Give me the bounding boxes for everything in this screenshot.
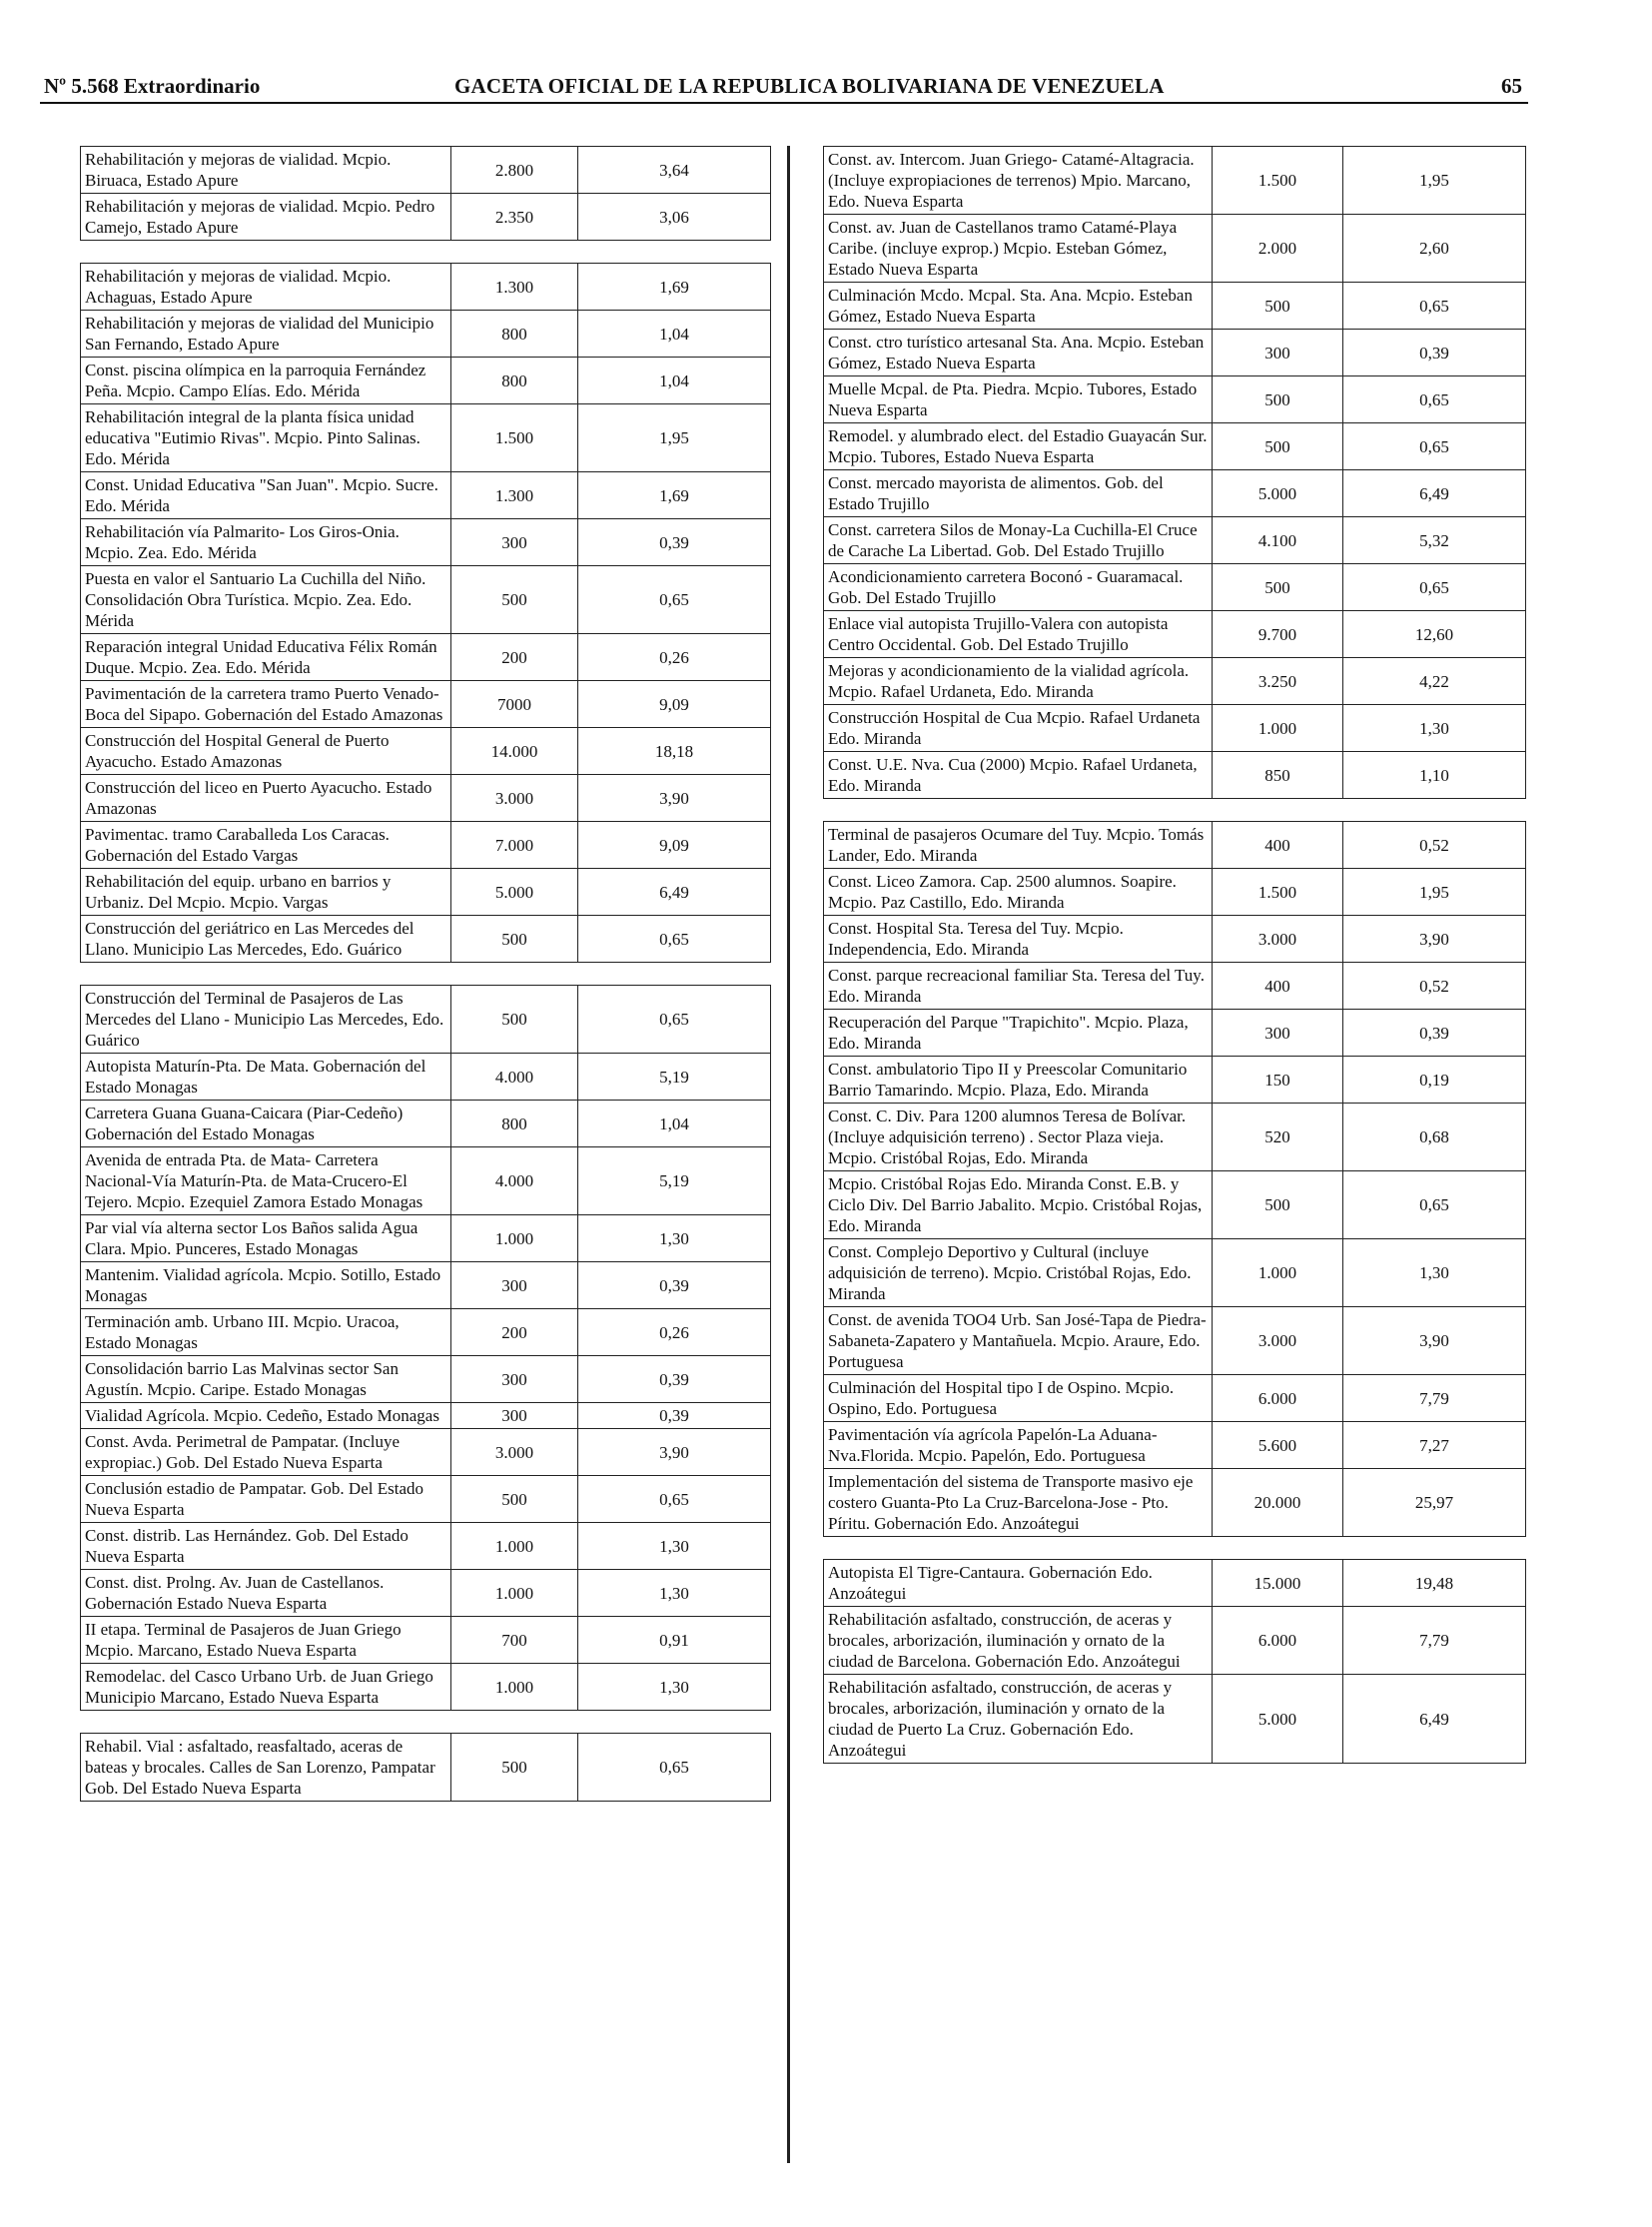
percentage-cell: 1,30	[578, 1215, 771, 1262]
table-row	[81, 1054, 771, 1101]
project-description: Rehabilitación y mejoras de vialidad. Mcpio. Biruaca, Estado Apure	[81, 147, 451, 194]
percentage-cell: 0,65	[578, 566, 771, 634]
percentage-cell: 1,95	[1343, 869, 1526, 916]
amount-cell: 9.700	[1213, 611, 1343, 658]
amount-cell: 500	[1213, 283, 1343, 330]
percentage-cell: 6,49	[578, 869, 771, 916]
amount-cell: 500	[451, 1734, 578, 1802]
percentage-cell: 3,64	[578, 147, 771, 194]
percentage-cell: 3,90	[578, 1429, 771, 1476]
amount-cell: 4.000	[451, 1147, 578, 1215]
percentage-cell: 2,60	[1343, 215, 1526, 283]
table-row	[824, 283, 1526, 330]
percentage-cell: 1,30	[578, 1664, 771, 1711]
table-row	[824, 1422, 1526, 1469]
project-description: Carretera Guana Guana-Caicara (Piar-Cedeño) Gobernación del Estado Monagas	[81, 1101, 451, 1147]
table-row	[824, 1307, 1526, 1375]
amount-cell: 15.000	[1213, 1560, 1343, 1607]
gazette-number: Nº 5.568 Extraordinario	[44, 74, 261, 98]
project-description: Construcción del liceo en Puerto Ayacucho. Estado Amazonas	[81, 775, 451, 822]
table-row	[81, 566, 771, 634]
table-row	[81, 681, 771, 728]
percentage-cell: 5,19	[578, 1147, 771, 1215]
table-row	[824, 376, 1526, 423]
project-description: Construcción del geriátrico en Las Mercedes del Llano. Municipio Las Mercedes, Edo. Guárico	[81, 916, 451, 963]
project-description: Const. Hospital Sta. Teresa del Tuy. Mcpio. Independencia, Edo. Miranda	[824, 916, 1213, 963]
table-row	[824, 611, 1526, 658]
project-description: Acondicionamiento carretera Boconó - Guaramacal. Gob. Del Estado Trujillo	[824, 564, 1213, 611]
table-row	[81, 264, 771, 311]
project-description: Const. distrib. Las Hernández. Gob. Del Estado Nueva Esparta	[81, 1523, 451, 1570]
amount-cell: 500	[451, 916, 578, 963]
project-description: Pavimentac. tramo Caraballeda Los Caracas. Gobernación del Estado Vargas	[81, 822, 451, 869]
percentage-cell: 6,49	[1343, 470, 1526, 517]
amount-cell: 6.000	[1213, 1607, 1343, 1675]
percentage-cell: 1,04	[578, 358, 771, 404]
table-row	[81, 1356, 771, 1403]
amount-cell: 6.000	[1213, 1375, 1343, 1422]
amount-cell: 1.000	[1213, 1239, 1343, 1307]
percentage-cell: 0,39	[578, 1403, 771, 1429]
table-row	[81, 1476, 771, 1523]
table-row	[81, 147, 771, 194]
table-row	[81, 404, 771, 472]
project-description: Const. piscina olímpica en la parroquia Fernández Peña. Mcpio. Campo Elías. Edo. Mérida	[81, 358, 451, 404]
project-description: Construcción del Terminal de Pasajeros de Las Mercedes del Llano - Municipio Las Mercedes, Edo. Guárico	[81, 986, 451, 1054]
amount-cell: 3.000	[451, 775, 578, 822]
percentage-cell: 9,09	[578, 822, 771, 869]
project-description: Rehabilitación y mejoras de vialidad. Mcpio. Pedro Camejo, Estado Apure	[81, 194, 451, 241]
amount-cell: 400	[1213, 822, 1343, 869]
table-row	[81, 1734, 771, 1802]
amount-cell: 500	[1213, 1171, 1343, 1239]
table-row	[824, 658, 1526, 705]
project-description: Rehabilitación y mejoras de vialidad del Municipio San Fernando, Estado Apure	[81, 311, 451, 358]
budget-table	[823, 1559, 1526, 1764]
amount-cell: 1.500	[451, 404, 578, 472]
project-description: Rehabil. Vial : asfaltado, reasfaltado, aceras de bateas y brocales. Calles de San Lorenzo, Pampatar Gob. Del Estado Nueva Esparta	[81, 1734, 451, 1802]
percentage-cell: 0,65	[578, 916, 771, 963]
table-row	[824, 963, 1526, 1010]
project-description: Remodel. y alumbrado elect. del Estadio Guayacán Sur. Mcpio. Tubores, Estado Nueva Esparta	[824, 423, 1213, 470]
table-row	[824, 869, 1526, 916]
table-row	[824, 1560, 1526, 1607]
project-description: Muelle Mcpal. de Pta. Piedra. Mcpio. Tubores, Estado Nueva Esparta	[824, 376, 1213, 423]
amount-cell: 520	[1213, 1104, 1343, 1171]
percentage-cell: 0,39	[578, 519, 771, 566]
project-description: Terminación amb. Urbano III. Mcpio. Uracoa, Estado Monagas	[81, 1309, 451, 1356]
amount-cell: 300	[451, 1403, 578, 1429]
percentage-cell: 0,26	[578, 634, 771, 681]
table-row	[81, 472, 771, 519]
percentage-cell: 1,30	[1343, 705, 1526, 752]
percentage-cell: 7,79	[1343, 1607, 1526, 1675]
table-row	[824, 1239, 1526, 1307]
amount-cell: 3.000	[451, 1429, 578, 1476]
table-row	[81, 728, 771, 775]
project-description: Pavimentación de la carretera tramo Puerto Venado-Boca del Sipapo. Gobernación del Estado Amazonas	[81, 681, 451, 728]
percentage-cell: 9,09	[578, 681, 771, 728]
percentage-cell: 5,19	[578, 1054, 771, 1101]
amount-cell: 700	[451, 1617, 578, 1664]
percentage-cell: 3,90	[1343, 1307, 1526, 1375]
percentage-cell: 0,91	[578, 1617, 771, 1664]
table-row	[824, 517, 1526, 564]
budget-table	[80, 146, 771, 241]
amount-cell: 300	[451, 1356, 578, 1403]
amount-cell: 1.000	[451, 1215, 578, 1262]
project-description: Const. Complejo Deportivo y Cultural (incluye adquisición de terreno). Mcpio. Cristóbal Rojas, Edo. Miranda	[824, 1239, 1213, 1307]
table-row	[81, 869, 771, 916]
table-row	[81, 1664, 771, 1711]
percentage-cell: 1,10	[1343, 752, 1526, 799]
amount-cell: 3.250	[1213, 658, 1343, 705]
project-description: Const. mercado mayorista de alimentos. Gob. del Estado Trujillo	[824, 470, 1213, 517]
amount-cell: 500	[451, 1476, 578, 1523]
percentage-cell: 6,49	[1343, 1675, 1526, 1764]
table-row	[824, 1675, 1526, 1764]
project-description: Rehabilitación integral de la planta física unidad educativa "Eutimio Rivas". Mcpio. Pinto Salinas. Edo. Mérida	[81, 404, 451, 472]
table-row	[824, 1375, 1526, 1422]
percentage-cell: 25,97	[1343, 1469, 1526, 1537]
table-row	[824, 705, 1526, 752]
amount-cell: 500	[1213, 564, 1343, 611]
percentage-cell: 1,30	[1343, 1239, 1526, 1307]
project-description: Reparación integral Unidad Educativa Félix Román Duque. Mcpio. Zea. Edo. Mérida	[81, 634, 451, 681]
percentage-cell: 1,69	[578, 472, 771, 519]
project-description: Rehabilitación vía Palmarito- Los Giros-Onia. Mcpio. Zea. Edo. Mérida	[81, 519, 451, 566]
amount-cell: 1.000	[451, 1523, 578, 1570]
percentage-cell: 0,65	[1343, 283, 1526, 330]
project-description: Construcción Hospital de Cua Mcpio. Rafael Urdaneta Edo. Miranda	[824, 705, 1213, 752]
project-description: Construcción del Hospital General de Puerto Ayacucho. Estado Amazonas	[81, 728, 451, 775]
amount-cell: 5.000	[1213, 1675, 1343, 1764]
percentage-cell: 18,18	[578, 728, 771, 775]
percentage-cell: 0,65	[578, 986, 771, 1054]
amount-cell: 5.000	[451, 869, 578, 916]
project-description: Culminación del Hospital tipo I de Ospino. Mcpio. Ospino, Edo. Portuguesa	[824, 1375, 1213, 1422]
column-divider	[787, 146, 790, 2163]
percentage-cell: 0,52	[1343, 963, 1526, 1010]
project-description: Rehabilitación del equip. urbano en barrios y Urbaniz. Del Mcpio. Mcpio. Vargas	[81, 869, 451, 916]
percentage-cell: 1,69	[578, 264, 771, 311]
amount-cell: 3.000	[1213, 916, 1343, 963]
budget-table	[80, 1733, 771, 1802]
percentage-cell: 0,65	[578, 1476, 771, 1523]
percentage-cell: 3,90	[578, 775, 771, 822]
amount-cell: 300	[1213, 1010, 1343, 1057]
percentage-cell: 0,65	[1343, 423, 1526, 470]
percentage-cell: 0,65	[1343, 376, 1526, 423]
table-row	[81, 1309, 771, 1356]
table-row	[81, 916, 771, 963]
percentage-cell: 0,65	[1343, 1171, 1526, 1239]
percentage-cell: 19,48	[1343, 1560, 1526, 1607]
table-row	[824, 215, 1526, 283]
table-row	[81, 1147, 771, 1215]
amount-cell: 300	[1213, 330, 1343, 376]
project-description: Terminal de pasajeros Ocumare del Tuy. Mcpio. Tomás Lander, Edo. Miranda	[824, 822, 1213, 869]
table-row	[81, 634, 771, 681]
project-description: Mantenim. Vialidad agrícola. Mcpio. Sotillo, Estado Monagas	[81, 1262, 451, 1309]
table-row	[824, 822, 1526, 869]
amount-cell: 4.000	[451, 1054, 578, 1101]
project-description: Enlace vial autopista Trujillo-Valera con autopista Centro Occidental. Gob. Del Estado Trujillo	[824, 611, 1213, 658]
project-description: II etapa. Terminal de Pasajeros de Juan Griego Mcpio. Marcano, Estado Nueva Esparta	[81, 1617, 451, 1664]
project-description: Const. Unidad Educativa "San Juan". Mcpio. Sucre. Edo. Mérida	[81, 472, 451, 519]
table-row	[81, 775, 771, 822]
amount-cell: 800	[451, 1101, 578, 1147]
table-row	[81, 311, 771, 358]
percentage-cell: 0,65	[1343, 564, 1526, 611]
percentage-cell: 1,30	[578, 1570, 771, 1617]
amount-cell: 2.800	[451, 147, 578, 194]
percentage-cell: 1,95	[1343, 147, 1526, 215]
project-description: Vialidad Agrícola. Mcpio. Cedeño, Estado Monagas	[81, 1403, 451, 1429]
percentage-cell: 1,04	[578, 1101, 771, 1147]
project-description: Rehabilitación y mejoras de vialidad. Mcpio. Achaguas, Estado Apure	[81, 264, 451, 311]
table-row	[81, 358, 771, 404]
table-row	[824, 423, 1526, 470]
table-row	[824, 147, 1526, 215]
amount-cell: 200	[451, 634, 578, 681]
table-row	[824, 470, 1526, 517]
table-row	[81, 1429, 771, 1476]
percentage-cell: 3,06	[578, 194, 771, 241]
table-row	[824, 1104, 1526, 1171]
budget-table	[80, 985, 771, 1711]
percentage-cell: 0,39	[578, 1356, 771, 1403]
amount-cell: 800	[451, 358, 578, 404]
table-row	[81, 1617, 771, 1664]
table-row	[81, 822, 771, 869]
percentage-cell: 0,39	[578, 1262, 771, 1309]
project-description: Remodelac. del Casco Urbano Urb. de Juan Griego Municipio Marcano, Estado Nueva Esparta	[81, 1664, 451, 1711]
project-description: Avenida de entrada Pta. de Mata- Carretera Nacional-Vía Maturín-Pta. de Mata-Crucero-El Tejero. Mcpio. Ezequiel Zamora Estado Monagas	[81, 1147, 451, 1215]
page-number: 65	[1501, 74, 1522, 98]
project-description: Puesta en valor el Santuario La Cuchilla del Niño. Consolidación Obra Turística. Mcpio. Zea. Edo. Mérida	[81, 566, 451, 634]
amount-cell: 500	[451, 986, 578, 1054]
table-row	[81, 1101, 771, 1147]
amount-cell: 2.350	[451, 194, 578, 241]
percentage-cell: 0,19	[1343, 1057, 1526, 1104]
percentage-cell: 0,39	[1343, 330, 1526, 376]
project-description: Const. carretera Silos de Monay-La Cuchilla-El Cruce de Carache La Libertad. Gob. Del Estado Trujillo	[824, 517, 1213, 564]
budget-table	[80, 263, 771, 963]
table-row	[824, 1469, 1526, 1537]
budget-table	[823, 821, 1526, 1537]
project-description: Const. Liceo Zamora. Cap. 2500 alumnos. Soapire. Mcpio. Paz Castillo, Edo. Miranda	[824, 869, 1213, 916]
project-description: Const. parque recreacional familiar Sta. Teresa del Tuy. Edo. Miranda	[824, 963, 1213, 1010]
amount-cell: 400	[1213, 963, 1343, 1010]
percentage-cell: 12,60	[1343, 611, 1526, 658]
project-description: Culminación Mcdo. Mcpal. Sta. Ana. Mcpio. Esteban Gómez, Estado Nueva Esparta	[824, 283, 1213, 330]
table-row	[81, 194, 771, 241]
percentage-cell: 1,30	[578, 1523, 771, 1570]
percentage-cell: 1,95	[578, 404, 771, 472]
amount-cell: 1.500	[1213, 147, 1343, 215]
percentage-cell: 0,65	[578, 1734, 771, 1802]
right-column	[823, 146, 1526, 1786]
project-description: Mcpio. Cristóbal Rojas Edo. Miranda Const. E.B. y Ciclo Div. Del Barrio Jabalito. Mcpio. Cristóbal Rojas, Edo. Miranda	[824, 1171, 1213, 1239]
table-row	[824, 1057, 1526, 1104]
left-column	[80, 146, 771, 1824]
amount-cell: 300	[451, 1262, 578, 1309]
amount-cell: 1.000	[451, 1570, 578, 1617]
percentage-cell: 0,52	[1343, 822, 1526, 869]
project-description: Rehabilitación asfaltado, construcción, de aceras y brocales, arborización, iluminación y ornato de la ciudad de Puerto La Cruz. Gobernación Edo. Anzoátegui	[824, 1675, 1213, 1764]
percentage-cell: 7,79	[1343, 1375, 1526, 1422]
table-row	[81, 1523, 771, 1570]
budget-table	[823, 146, 1526, 799]
project-description: Rehabilitación asfaltado, construcción, de aceras y brocales, arborización, iluminación y ornato de la ciudad de Barcelona. Gobernación Edo. Anzoátegui	[824, 1607, 1213, 1675]
project-description: Const. U.E. Nva. Cua (2000) Mcpio. Rafael Urdaneta, Edo. Miranda	[824, 752, 1213, 799]
project-description: Autopista El Tigre-Cantaura. Gobernación Edo. Anzoátegui	[824, 1560, 1213, 1607]
percentage-cell: 0,26	[578, 1309, 771, 1356]
amount-cell: 300	[451, 519, 578, 566]
amount-cell: 1.300	[451, 472, 578, 519]
amount-cell: 3.000	[1213, 1307, 1343, 1375]
amount-cell: 1.000	[451, 1664, 578, 1711]
project-description: Const. ctro turístico artesanal Sta. Ana. Mcpio. Esteban Gómez, Estado Nueva Esparta	[824, 330, 1213, 376]
table-row	[81, 986, 771, 1054]
project-description: Const. C. Div. Para 1200 alumnos Teresa de Bolívar.(Incluye adquisición terreno) . Sector Plaza vieja. Mcpio. Cristóbal Rojas, Edo. Miranda	[824, 1104, 1213, 1171]
table-row	[824, 752, 1526, 799]
project-description: Consolidación barrio Las Malvinas sector San Agustín. Mcpio. Caripe. Estado Monagas	[81, 1356, 451, 1403]
table-row	[81, 1215, 771, 1262]
percentage-cell: 4,22	[1343, 658, 1526, 705]
project-description: Const. ambulatorio Tipo II y Preescolar Comunitario Barrio Tamarindo. Mcpio. Plaza, Edo. Miranda	[824, 1057, 1213, 1104]
amount-cell: 20.000	[1213, 1469, 1343, 1537]
table-row	[824, 1010, 1526, 1057]
amount-cell: 2.000	[1213, 215, 1343, 283]
project-description: Mejoras y acondicionamiento de la vialidad agrícola. Mcpio. Rafael Urdaneta, Edo. Miranda	[824, 658, 1213, 705]
amount-cell: 150	[1213, 1057, 1343, 1104]
table-row	[824, 330, 1526, 376]
project-description: Const. dist. Prolng. Av. Juan de Castellanos. Gobernación Estado Nueva Esparta	[81, 1570, 451, 1617]
amount-cell: 500	[1213, 423, 1343, 470]
amount-cell: 500	[451, 566, 578, 634]
table-row	[81, 519, 771, 566]
table-row	[824, 564, 1526, 611]
amount-cell: 5.600	[1213, 1422, 1343, 1469]
gazette-title: GACETA OFICIAL DE LA REPUBLICA BOLIVARIANA DE VENEZUELA	[454, 74, 1165, 98]
table-row	[81, 1262, 771, 1309]
amount-cell: 14.000	[451, 728, 578, 775]
project-description: Autopista Maturín-Pta. De Mata. Gobernación del Estado Monagas	[81, 1054, 451, 1101]
percentage-cell: 5,32	[1343, 517, 1526, 564]
amount-cell: 1.300	[451, 264, 578, 311]
table-row	[81, 1403, 771, 1429]
amount-cell: 800	[451, 311, 578, 358]
amount-cell: 5.000	[1213, 470, 1343, 517]
project-description: Const. Avda. Perimetral de Pampatar. (Incluye expropiac.) Gob. Del Estado Nueva Esparta	[81, 1429, 451, 1476]
project-description: Conclusión estadio de Pampatar. Gob. Del Estado Nueva Esparta	[81, 1476, 451, 1523]
project-description: Const. av. Intercom. Juan Griego- Catamé-Altagracia.(Incluye expropiaciones de terrenos) Mpio. Marcano, Edo. Nueva Esparta	[824, 147, 1213, 215]
amount-cell: 1.500	[1213, 869, 1343, 916]
table-row	[824, 916, 1526, 963]
page-header	[40, 72, 1528, 104]
percentage-cell: 1,04	[578, 311, 771, 358]
project-description: Implementación del sistema de Transporte masivo eje costero Guanta-Pto La Cruz-Barcelona-Jose - Pto. Píritu. Gobernación Edo. Anzoátegui	[824, 1469, 1213, 1537]
amount-cell: 850	[1213, 752, 1343, 799]
project-description: Const. de avenida TOO4 Urb. San José-Tapa de Piedra-Sabaneta-Zapatero y Mantañuela. Mcpio. Araure, Edo. Portuguesa	[824, 1307, 1213, 1375]
amount-cell: 200	[451, 1309, 578, 1356]
project-description: Par vial vía alterna sector Los Baños salida Agua Clara. Mpio. Punceres, Estado Monagas	[81, 1215, 451, 1262]
table-row	[824, 1607, 1526, 1675]
amount-cell: 7.000	[451, 822, 578, 869]
percentage-cell: 7,27	[1343, 1422, 1526, 1469]
project-description: Recuperación del Parque "Trapichito". Mcpio. Plaza, Edo. Miranda	[824, 1010, 1213, 1057]
amount-cell: 1.000	[1213, 705, 1343, 752]
project-description: Const. av. Juan de Castellanos tramo Catamé-Playa Caribe. (incluye exprop.) Mcpio. Esteban Gómez, Estado Nueva Esparta	[824, 215, 1213, 283]
table-row	[824, 1171, 1526, 1239]
project-description: Pavimentación vía agrícola Papelón-La Aduana-Nva.Florida. Mcpio. Papelón, Edo. Portuguesa	[824, 1422, 1213, 1469]
percentage-cell: 0,68	[1343, 1104, 1526, 1171]
amount-cell: 7000	[451, 681, 578, 728]
percentage-cell: 0,39	[1343, 1010, 1526, 1057]
percentage-cell: 3,90	[1343, 916, 1526, 963]
amount-cell: 500	[1213, 376, 1343, 423]
amount-cell: 4.100	[1213, 517, 1343, 564]
table-row	[81, 1570, 771, 1617]
